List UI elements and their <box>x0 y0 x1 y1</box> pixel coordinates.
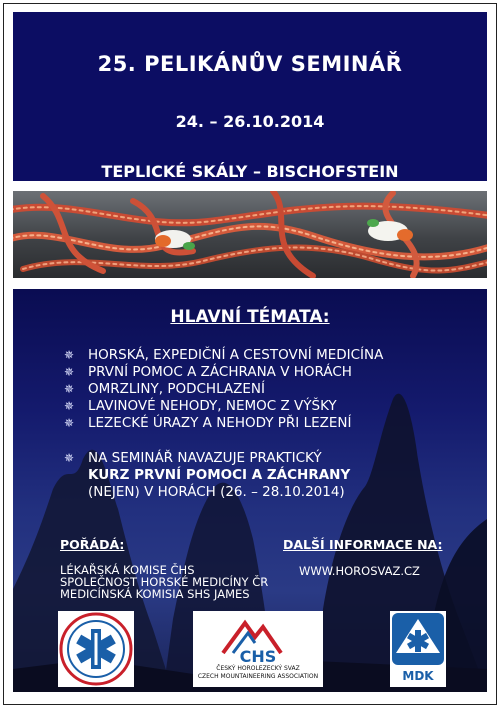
organizers-heading: POŘÁDÁ: <box>60 537 125 552</box>
snowflake-icon: ✵ <box>64 365 75 379</box>
course-line-3: (NEJEN) V HORÁCH (26. – 28.10.2014) <box>88 484 345 500</box>
course-line-2: KURZ PRVNÍ POMOCI A ZÁCHRANY <box>88 467 351 483</box>
chs-logo <box>193 611 323 687</box>
event-dates: 24. – 26.10.2014 <box>175 112 325 131</box>
topic-text: LAVINOVÉ NEHODY, NEMOC Z VÝŠKY <box>88 398 337 414</box>
website-link[interactable]: WWW.HOROSVAZ.CZ <box>299 564 420 578</box>
topic-text: PRVNÍ POMOC A ZÁCHRANA V HORÁCH <box>88 364 352 380</box>
star-of-life-icon <box>58 611 134 687</box>
snowflake-icon: ✵ <box>64 348 75 362</box>
topic-text: OMRZLINY, PODCHLAZENÍ <box>88 381 265 397</box>
chs-line-2: CZECH MOUNTAINEERING ASSOCIATION <box>197 673 319 680</box>
poster-title: 25. PELIKÁNŮV SEMINÁŘ <box>97 52 403 76</box>
event-location: TEPLICKÉ SKÁLY – BISCHOFSTEIN <box>101 162 399 181</box>
topics-heading: HLAVNÍ TÉMATA: <box>170 307 330 327</box>
topic-text: HORSKÁ, EXPEDIČNÍ A CESTOVNÍ MEDICÍNA <box>88 347 384 363</box>
more-info-heading: DALŠÍ INFORMACE NA: <box>283 537 443 552</box>
mountain-rescue-icon <box>390 611 446 667</box>
main-panel <box>13 289 487 692</box>
mdk-logo <box>390 611 446 687</box>
snowflake-icon: ✵ <box>64 416 75 430</box>
chs-line-1: ČESKÝ HOROLEZECKÝ SVAZ <box>216 665 300 672</box>
header-panel <box>13 12 487 181</box>
lekarska-komise-logo <box>58 611 134 687</box>
organizers-list <box>60 564 268 600</box>
organizer-item: MEDICÍNSKÁ KOMISIA SHS JAMES <box>60 587 250 601</box>
course-line-1: NA SEMINÁŘ NAVAZUJE PRAKTICKÝ <box>88 450 322 466</box>
chs-name: CHS <box>239 647 277 666</box>
rope-illustration <box>13 191 487 278</box>
rope-photo <box>13 191 487 278</box>
organizer-item: SPOLEČNOST HORSKÉ MEDICÍNY ČR <box>60 575 269 589</box>
snowflake-icon: ✵ <box>64 399 75 413</box>
snowflake-icon: ✵ <box>64 382 75 396</box>
organizer-item: LÉKAŘSKÁ KOMISE ČHS <box>60 563 195 577</box>
mdk-text: MDK <box>402 669 434 683</box>
snowflake-icon: ✵ <box>64 451 75 465</box>
topic-text: LEZECKÉ ÚRAZY A NEHODY PŘI LEZENÍ <box>88 415 352 431</box>
